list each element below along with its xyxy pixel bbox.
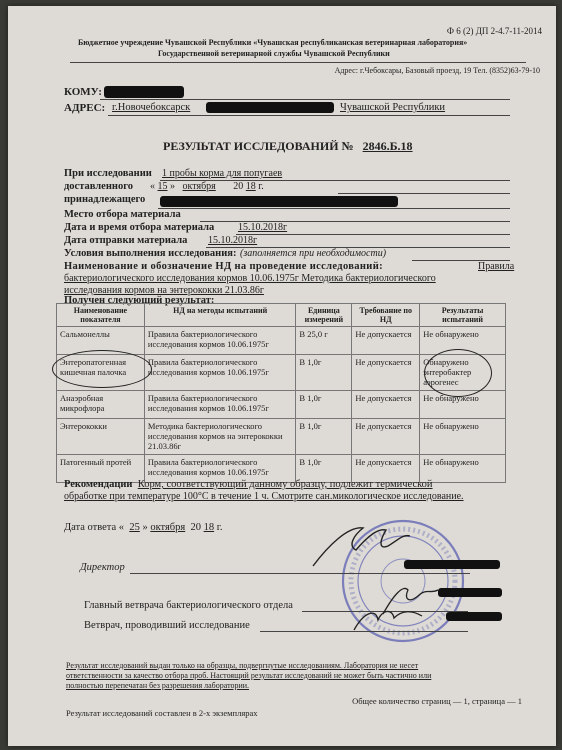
answer-label: Дата ответа « (64, 522, 125, 533)
chief-vet-label: Главный ветврача бактериологического отдела (84, 600, 293, 611)
table-cell: Энтеропатогенная кишечная палочка (57, 355, 145, 391)
answer-year-prefix: 20 (190, 522, 201, 533)
document-page (8, 6, 556, 746)
footer-copies: Результат исследований составлен в 2-х экземплярах (66, 708, 258, 718)
year-suffix: г. (258, 181, 264, 192)
owner-line (158, 208, 510, 209)
table-cell: Правила бактериологического исследования кормов 10.06.1975г (144, 391, 296, 419)
report-number: 2846.Б.18 (362, 139, 413, 153)
table-cell: Не допускается (352, 391, 420, 419)
form-code: Ф 6 (2) ДП 2-4.7-11-2014 (446, 26, 542, 36)
table-cell: Энтерококки (57, 419, 145, 455)
footer-note-2: ответственности за качество отбора проб. Настоящий результат исследований не может быть частично или (66, 671, 432, 680)
table-row (57, 391, 506, 419)
sampling-date: 15.10.2018г (238, 222, 288, 233)
org-name: Бюджетное учреждение Чувашской Республики «Чувашская республиканская ветеринарная лаборатория» (78, 38, 468, 47)
footer-note-3: полностью перепечатан без разрешения лаборатории. (66, 681, 250, 690)
table-cell: Не допускается (352, 419, 420, 455)
owner-label: принадлежащего (64, 194, 146, 205)
sampling-line (236, 234, 510, 235)
table-header: Наименование показателя (57, 304, 145, 327)
study-value: 1 пробы корма для попугаев (162, 168, 283, 179)
report-title (163, 139, 413, 154)
address-line (108, 115, 510, 116)
address-label: АДРЕС: (64, 102, 106, 114)
redacted-vet-name (446, 612, 502, 621)
table-cell: Анаэробная микрофлора (57, 391, 145, 419)
table-cell: Обнаружено энтеробактер аэрогенес (420, 355, 506, 391)
table-cell: Не допускается (352, 455, 420, 483)
delivered-label: доставленного (64, 181, 133, 192)
year-prefix: 20 (233, 181, 244, 192)
recommendation-line-1 (64, 479, 433, 490)
table-cell: Не допускается (352, 327, 420, 355)
vet-signature (348, 600, 428, 640)
table-header: Результаты испытаний (420, 304, 506, 327)
sending-date: 15.10.2018г (208, 235, 258, 246)
study-label: При исследовании (64, 168, 152, 179)
nd-value-2: бактериологического исследования кормов 10.06.1975г Методика бактериологического (64, 273, 436, 284)
address-region: Чувашской Республики (340, 102, 446, 113)
result-label: Получен следующий результат: (64, 295, 215, 306)
redacted-director-name (404, 560, 500, 569)
table-cell: Методика бактериологического исследования кормов на энтерококки 21.03.86г (144, 419, 296, 455)
delivered-line (338, 193, 510, 194)
recommendation-text-1: Корм, соответствующий данному образцу, подлежит термической (137, 479, 433, 490)
redacted-chief-vet-name (438, 588, 502, 597)
delivered-day: 15 (157, 181, 168, 192)
table-cell: В 1,0г (296, 391, 352, 419)
table-cell: Не обнаружено (420, 419, 506, 455)
footer-note-1: Результат исследований выдан только на образцы, подвергнутые исследованиям. Лаборатория не несет (66, 661, 419, 670)
title-text: РЕЗУЛЬТАТ ИССЛЕДОВАНИЙ № (163, 139, 354, 153)
director-label: Директор (80, 562, 125, 573)
address-city: г.Новочебоксарск (112, 102, 191, 113)
table-cell: Не допускается (352, 355, 420, 391)
redacted-recipient (104, 86, 184, 98)
to-label: КОМУ: (64, 86, 102, 98)
delivered-date: « 15 » октября 20 18 г. (150, 181, 264, 192)
conditions-note: (заполняется при необходимости) (240, 248, 387, 259)
org-address: Адрес: г.Чебоксары, Базовый проезд, 19 Тел. (8352)63-79-10 (334, 66, 540, 75)
place-label: Место отбора материала (64, 209, 181, 220)
recommendation-line-2: обработке при температуре 100°С в течение 1 ч. Смотрите сан.микологическое исследование. (64, 491, 464, 502)
sampling-date-label: Дата и время отбора материала (64, 222, 215, 233)
table-cell: В 25,0 г (296, 327, 352, 355)
table-cell: Не обнаружено (420, 391, 506, 419)
recommendation-label: Рекомендации (64, 479, 133, 490)
handdrawn-oval-indicator (52, 350, 152, 388)
redacted-address (206, 102, 334, 113)
to-line (100, 99, 510, 100)
table-cell: В 1,0г (296, 455, 352, 483)
director-signature (308, 516, 418, 576)
delivered-year: 18 (245, 181, 256, 192)
table-row (57, 419, 506, 455)
nd-value-3: исследования кормов на энтерококки 21.03.86г (64, 285, 264, 296)
nd-value-1: Правила (478, 261, 515, 272)
answer-year: 18 (203, 522, 215, 533)
org-service: Государственной ветеринарной службы Чувашской Республики (158, 49, 390, 58)
table-cell: В 1,0г (296, 355, 352, 391)
table-cell: Патогенный протей (57, 455, 145, 483)
table-cell: Правила бактериологического исследования кормов 10.06.1975г (144, 355, 296, 391)
footer-pages: Общее количество страниц — 1, страница — 1 (352, 696, 522, 706)
answer-month: октября (150, 522, 186, 533)
redacted-owner (160, 196, 398, 207)
handdrawn-oval-result (424, 349, 492, 397)
table-header: НД на методы испытаний (144, 304, 296, 327)
table-cell: Правила бактериологического исследования кормов 10.06.1975г (144, 455, 296, 483)
conditions-label: Условия выполнения исследования: (64, 248, 237, 259)
table-cell: Правила бактериологического исследования кормов 10.06.1975г (144, 327, 296, 355)
table-cell: Не обнаружено (420, 455, 506, 483)
answer-date: Дата ответа « 25 » октября 20 18 г. (64, 522, 223, 533)
answer-suffix: г. (216, 522, 223, 533)
table-header: Единица измерений (296, 304, 352, 327)
table-row (57, 327, 506, 355)
table-cell: В 1,0г (296, 419, 352, 455)
nd-label: Наименование и обозначение НД на проведение исследований: (64, 261, 383, 272)
table-header-row (57, 304, 506, 327)
table-cell: Не обнаружено (420, 327, 506, 355)
director-sign-line (130, 573, 470, 574)
answer-day: 25 (129, 522, 140, 533)
vet-label: Ветврач, проводивший исследование (84, 620, 250, 631)
table-cell: Сальмонеллы (57, 327, 145, 355)
table-header: Требование по НД (352, 304, 420, 327)
header-divider (70, 62, 526, 63)
sending-date-label: Дата отправки материала (64, 235, 188, 246)
delivered-month: октября (182, 181, 216, 192)
